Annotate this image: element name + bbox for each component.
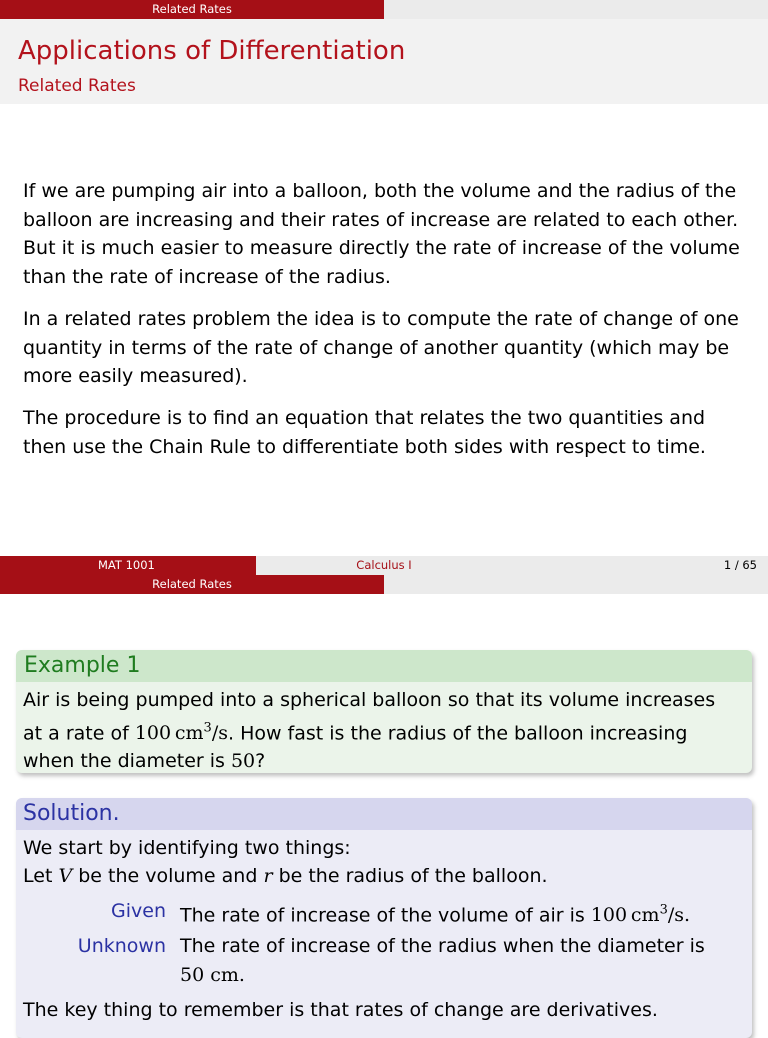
unknown-text: The rate of increase of the radius when the diameter is 50 cm. (180, 932, 740, 989)
solution-block (16, 798, 752, 1038)
footer-page-number: 1 / 65 (723, 558, 757, 572)
example-block-header (16, 650, 752, 682)
solution-title: Solution. (23, 801, 120, 826)
frame-subtitle: Related Rates (18, 76, 136, 96)
footer-course-bar (0, 556, 256, 575)
given-rate-value: 100 $cm^3/s$. (590, 903, 691, 927)
example-block (16, 650, 752, 773)
radius-variable: r (263, 865, 273, 887)
slide2-section-header-label: Related Rates (152, 577, 232, 591)
solution-block-header (16, 798, 752, 830)
solution-line-1: We start by identifying two things: (23, 837, 351, 859)
paragraph-2: In a related rates problem the idea is to compute the rate of change of one quantity in terms of the rate of change of another quantity (which may be more easily measured). (23, 308, 739, 387)
unknown-diameter-value: 50 cm. (180, 963, 245, 986)
section-header-bar (0, 0, 384, 19)
example-line-2: at a rate of 100 $cm^3/s$. How fast is the radius of the balloon increasing (23, 720, 688, 744)
example-diameter-value: 50 (230, 750, 256, 773)
given-text: The rate of increase of the volume of air is 100 $cm^3/s$. (180, 903, 691, 927)
section-header-spacer (384, 0, 768, 19)
section-header-label: Related Rates (152, 2, 232, 16)
example-title: Example 1 (24, 653, 141, 678)
example-rate-value: 100 $cm^3/s$ (134, 720, 228, 744)
footer-title: Calculus I (356, 558, 412, 572)
unknown-label: Unknown (77, 935, 166, 957)
example-line-3: when the diameter is 50? (23, 750, 266, 773)
paragraph-1: If we are pumping air into a balloon, both the volume and the radius of the balloon are increasing and their rates of increase are related to each other. But it is much easier to measure directly the rate of increase of the volume than the rate of increase of the radius. (23, 180, 740, 288)
footer-course: MAT 1001 (98, 558, 155, 572)
solution-key-line: The key thing to remember is that rates of change are derivatives. (23, 999, 658, 1021)
solution-line-2: Let V be the volume and r be the radius of the balloon. (23, 865, 548, 887)
paragraph-3: The procedure is to find an equation that relates the two quantities and then use the Chain Rule to differentiate both sides with respect to time. (23, 407, 706, 458)
example-body (23, 686, 743, 776)
footer-page-bar (512, 556, 768, 575)
slide2-section-header-bar (0, 575, 384, 594)
example-line-1: Air is being pumped into a spherical balloon so that its volume increases (23, 689, 716, 711)
given-label: Given (111, 900, 166, 922)
volume-variable: V (58, 865, 73, 887)
footer-title-bar (256, 556, 512, 575)
frame-title: Applications of Differentiation (18, 36, 406, 66)
slide2-section-header-spacer (384, 575, 768, 594)
